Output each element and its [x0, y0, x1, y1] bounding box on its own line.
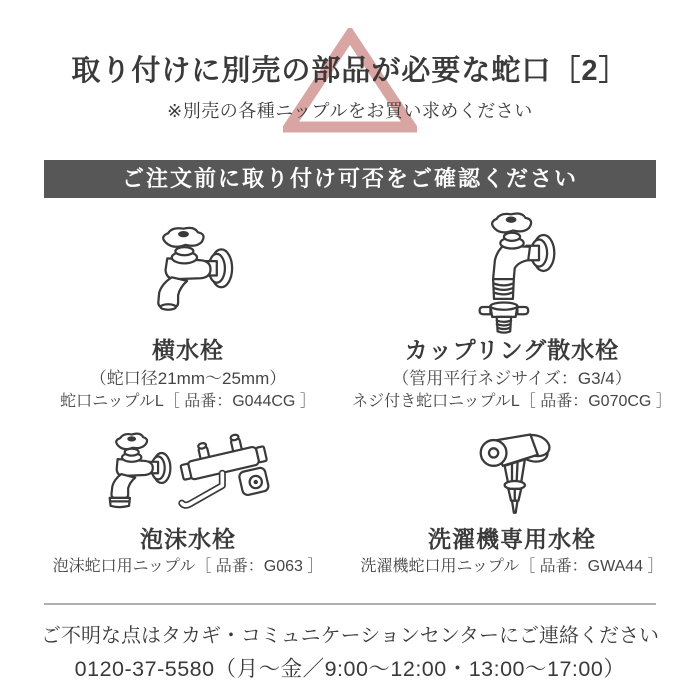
header [0, 0, 700, 160]
faucet-card-washer [350, 424, 674, 579]
footer [0, 603, 700, 683]
footer-phone-hours: 0120-37-5580（月〜金／9:00〜12:00・13:00〜17:00） [74, 656, 626, 681]
faucet-card-yokosuisen [26, 205, 350, 414]
faucet-image-box [466, 424, 558, 526]
faucet-name: 泡沫水栓 [140, 525, 236, 552]
page-title: 取り付けに別売の部品が必要な蛇口［2］ [71, 55, 629, 87]
faucet-grid [26, 205, 674, 579]
faucet-part-number: 蛇口ニップルL［ 品番：G044CG ］ [60, 393, 316, 411]
aerator-faucet-illustration [91, 431, 285, 519]
footer-contact-note: ご不明な点はタカギ・コミュニケーションセンターにご連絡ください [41, 624, 659, 647]
faucet-name: カップリング散水栓 [404, 337, 620, 363]
faucet-part-number: 泡沫蛇口用ニップル［ 品番：G063 ］ [52, 558, 324, 576]
faucet-image-box [91, 424, 285, 526]
page-subtitle: ※別売の各種ニップルをお買い求めください [167, 100, 533, 121]
faucet-part-number: 洗濯機蛇口用ニップル［ 品番：GWA44 ］ [360, 558, 664, 576]
faucet-card-housui [26, 424, 350, 579]
faucet-spec: （管用平行ネジサイズ：G3/4） [392, 368, 632, 388]
faucet-image-box [458, 205, 566, 337]
faucet-name: 横水栓 [152, 337, 224, 363]
footer-divider [44, 603, 656, 605]
faucet-name: 洗濯機専用水栓 [428, 525, 596, 552]
wall-faucet-illustration [134, 226, 242, 316]
confirm-banner: ご注文前に取り付け可否をご確認ください [44, 160, 656, 198]
coupling-faucet-illustration [458, 208, 566, 334]
faucet-card-coupling [350, 205, 674, 414]
faucet-spec: （蛇口径21mm〜25mm） [89, 368, 287, 388]
washing-machine-faucet-illustration [466, 429, 558, 521]
faucet-image-box [134, 205, 242, 337]
faucet-part-number: ネジ付き蛇口ニップルL［ 品番：G070CG ］ [352, 393, 672, 411]
